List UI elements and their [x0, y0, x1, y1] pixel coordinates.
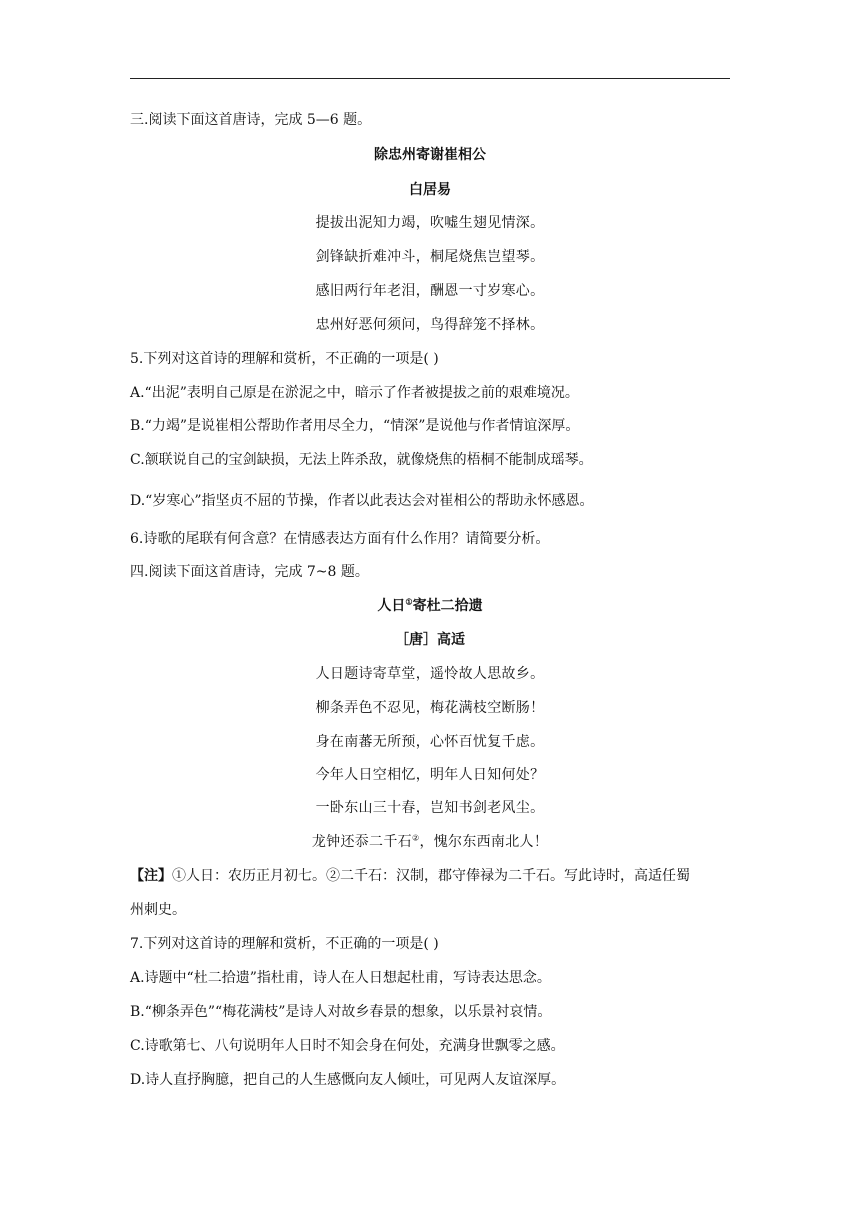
poem2-line: 人日题诗寄草堂，遥怜故人思故乡。	[315, 666, 545, 682]
poem2-line: 龙钟还忝二千石②，愧尔东西南北人！	[311, 833, 549, 850]
q5-stem: 5.下列对这首诗的理解和赏析，不正确的一项是( )	[130, 351, 439, 367]
q7-option-d: D.诗人直抒胸臆，把自己的人生感慨向友人倾吐，可见两人友谊深厚。	[130, 1072, 566, 1088]
poem1-line: 提拔出泥知力竭，吹嘘生翅见情深。	[315, 215, 545, 231]
q5-option-d: D.“岁寒心”指坚贞不屈的节操，作者以此表达会对崔相公的帮助永怀感恩。	[130, 493, 594, 509]
poem2-line: 柳条弄色不忍见，梅花满枝空断肠！	[315, 700, 545, 716]
q5-option-c: C.颔联说自己的宝剑缺损，无法上阵杀敌，就像烧焦的梧桐不能制成瑶琴。	[130, 452, 593, 468]
poem1-title: 除忠州寄谢崔相公	[374, 147, 486, 163]
poem2-note: 【注】①人日：农历正月初七。②二千石：汉制，郡守俸禄为二千石。写此诗时，高适任蜀	[130, 868, 690, 884]
poem2-line: 身在南蕃无所预，心怀百忧复千虑。	[315, 734, 545, 750]
q7-option-b: B.“柳条弄色”“梅花满枝”是诗人对故乡春景的想象，以乐景衬哀情。	[130, 1004, 552, 1020]
q7-stem: 7.下列对这首诗的理解和赏析，不正确的一项是( )	[130, 936, 439, 952]
poem1-line: 感旧两行年老泪，酬恩一寸岁寒心。	[315, 283, 545, 299]
q5-option-b: B.“力竭”是说崔相公帮助作者用尽全力，“情深”是说他与作者情谊深厚。	[130, 418, 580, 434]
note-marker: ②	[411, 833, 420, 843]
poem1-author: 白居易	[409, 182, 451, 198]
poem1-line: 剑锋缺折难冲斗，桐尾烧焦岂望琴。	[315, 249, 545, 265]
note-marker: ①	[405, 596, 413, 607]
q5-option-a: A.“出泥”表明自己原是在淤泥之中，暗示了作者被提拔之前的艰难境况。	[130, 385, 579, 401]
section4-intro: 四.阅读下面这首唐诗，完成 7~8 题。	[130, 564, 369, 580]
q7-option-c: C.诗歌第七、八句说明年人日时不知会身在何处，充满身世飘零之感。	[130, 1038, 565, 1054]
section3-intro: 三.阅读下面这首唐诗，完成 5—6 题。	[130, 112, 372, 128]
header-rule	[130, 78, 730, 79]
poem2-note-cont: 州刺史。	[130, 902, 186, 918]
poem2-line: 今年人日空相忆，明年人日知何处？	[315, 767, 545, 783]
poem1-line: 忠州好恶何须问，鸟得辞笼不择林。	[315, 317, 545, 333]
poem2-title: 人日①寄杜二拾遗	[377, 596, 483, 614]
poem2-author: ［唐］高适	[395, 632, 465, 648]
q7-option-a: A.诗题中“杜二拾遗”指杜甫，诗人在人日想起杜甫，写诗表达思念。	[130, 970, 551, 986]
q6-stem: 6.诗歌的尾联有何含意？在情感表达方面有什么作用？请简要分析。	[130, 531, 550, 547]
poem2-line: 一卧东山三十春，岂知书剑老风尘。	[315, 800, 545, 816]
note-label: 【注】	[130, 868, 172, 884]
